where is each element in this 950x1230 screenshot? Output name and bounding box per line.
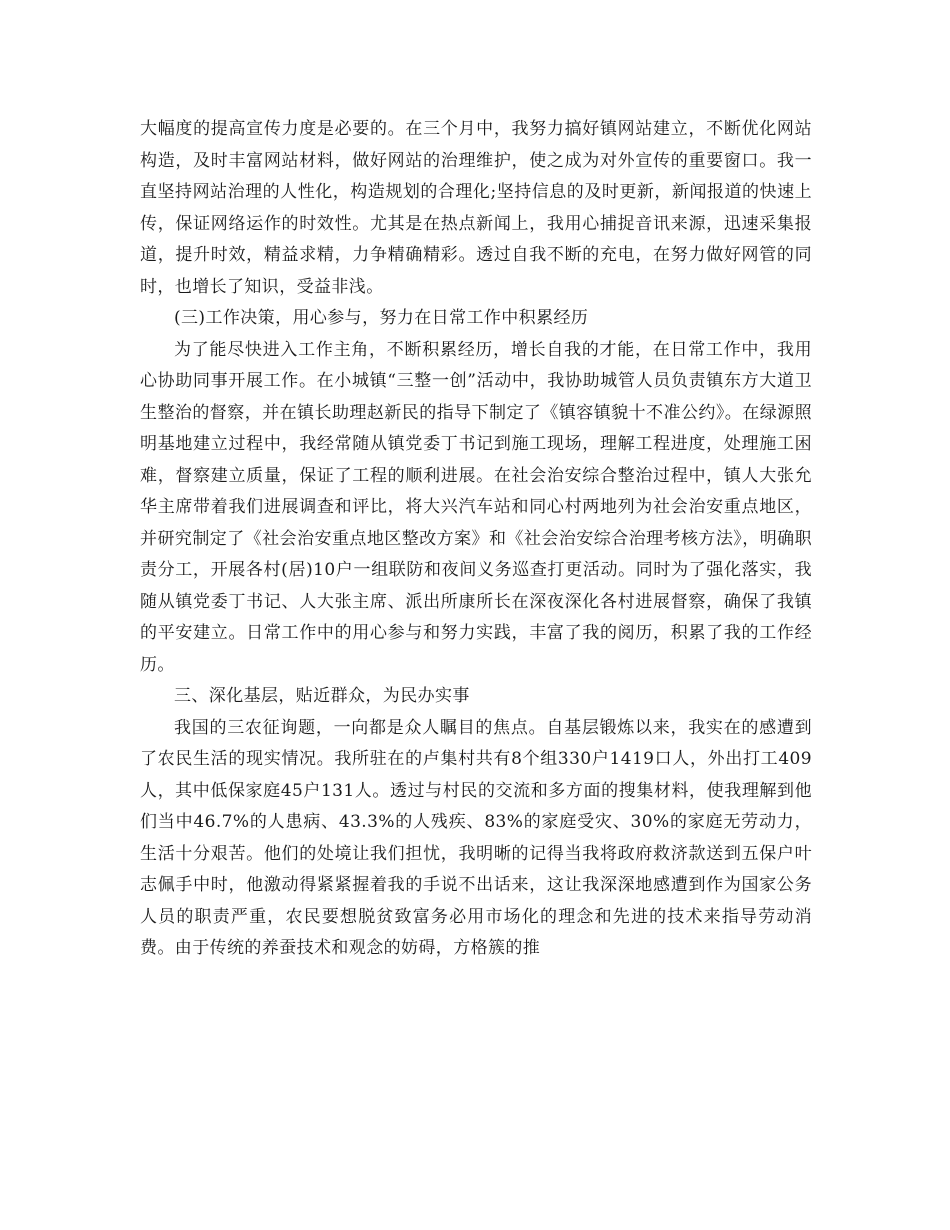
section-heading-daily-work: (三)工作决策，用心参与，努力在日常工作中积累经历 <box>174 308 589 328</box>
paragraph-rural-issues: 我国的三农征询题，一向都是众人瞩目的焦点。自基层锻炼以来，我实在的感遭到了农民生活的现实情况。我所驻在的卢集村共有8个组330户1419口人，外出打工409人，其中低保家庭45户131人。透过与村民的交流和多方面的搜集材料，使我理解到他们当中46.7%的人患病、43.3%的人残疾、83%的家庭受灾、30%的家庭无劳动力，生活十分艰苦。他们的处境让我们担忧，我明晰的记得当我将政府救济款送到五保户叶志佩手中时，他激动得紧紧握着我的手说不出话来，这让我深深地感遭到作为国家公务人员的职责严重，农民要想脱贫致富务必用市场化的理念和先进的技术来指导劳动消费。由于传统的养蚕技术和观念的妨碍，方格簇的推 <box>140 717 812 958</box>
section-heading-grassroots: 三、深化基层，贴近群众，为民办实事 <box>174 686 470 706</box>
paragraph-daily-work: 为了能尽快进入工作主角，不断积累经历，增长自我的才能，在日常工作中，我用心协助同事开展工作。在小城镇“三整一创”活动中，我协助城管人员负责镇东方大道卫生整治的督察，并在镇长助理赵新民的指导下制定了《镇容镇貌十不准公约》。在绿源照明基地建立过程中，我经常随从镇党委丁书记到施工现场，理解工程进度，处理施工困难，督察建立质量，保证了工程的顺利进展。在社会治安综合整治过程中，镇人大张允华主席带着我们进展调查和评比，将大兴汽车站和同心村两地列为社会治安重点地区，并研究制定了《社会治安重点地区整改方案》和《社会治安综合治理考核方法》，明确职责分工，开展各村(居)10户一组联防和夜间义务巡查打更活动。同时为了强化落实，我随从镇党委丁书记、人大张主席、派出所康所长在深夜深化各村进展督察，确保了我镇的平安建立。日常工作中的用心参与和努力实践，丰富了我的阅历，积累了我的工作经历。 <box>140 339 812 675</box>
paragraph-website-work: 大幅度的提高宣传力度是必要的。在三个月中，我努力搞好镇网站建立，不断优化网站构造，及时丰富网站材料，做好网站的治理维护，使之成为对外宣传的重要窗口。我一直坚持网站治理的人性化，构造规划的合理化;坚持信息的及时更新，新闻报道的快速上传，保证网络运作的时效性。尤其是在热点新闻上，我用心捕捉音讯来源，迅速采集报道，提升时效，精益求精，力争精确精彩。透过自我不断的充电，在努力做好网管的同时，也增长了知识，受益非浅。 <box>140 119 812 297</box>
document-body <box>140 114 812 965</box>
